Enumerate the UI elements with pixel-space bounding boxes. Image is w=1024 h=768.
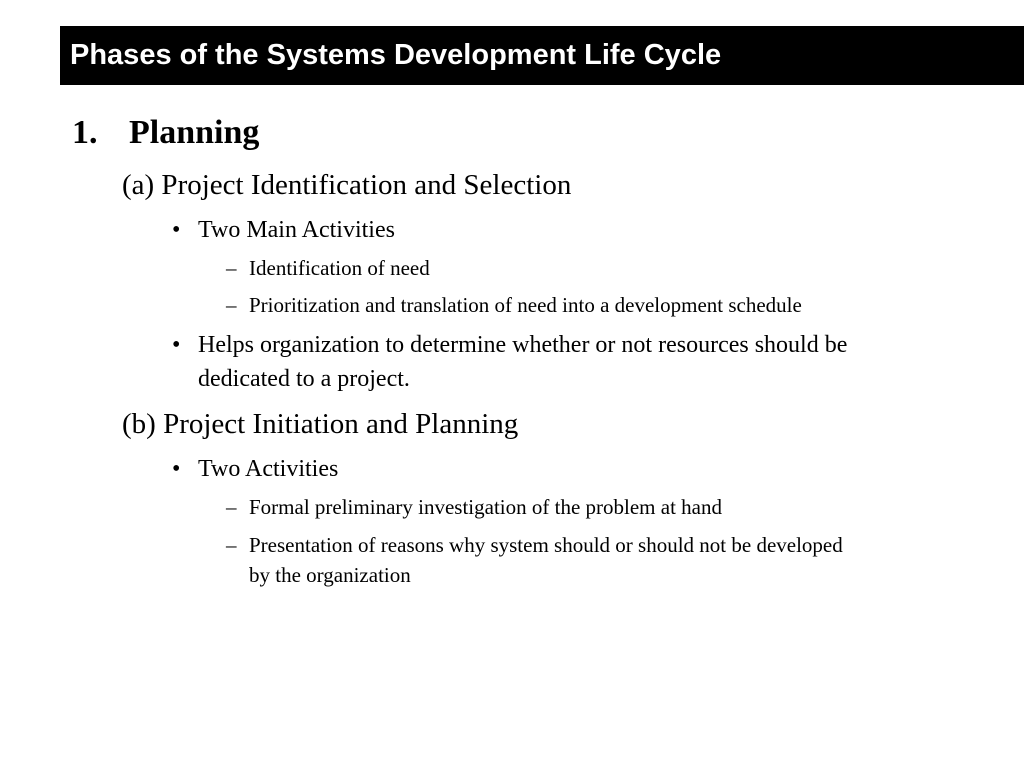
dash-identification-of-need: Identification of need — [249, 256, 430, 280]
section-title: Planning — [129, 114, 260, 151]
bullet-marker: • — [172, 332, 181, 358]
dash-presentation-line2: by the organization — [249, 563, 411, 587]
bullet-helps-organization-line2: dedicated to a project. — [198, 366, 410, 392]
dash-marker: – — [226, 293, 237, 317]
subsection-b-heading: (b) Project Initiation and Planning — [122, 408, 519, 440]
bullet-helps-organization-line1: Helps organization to determine whether or not resources should be — [198, 332, 848, 358]
bullet-two-activities: Two Activities — [198, 456, 339, 482]
dash-formal-investigation: Formal preliminary investigation of the problem at hand — [249, 495, 722, 519]
title-bar — [60, 26, 1024, 85]
bullet-marker: • — [172, 456, 181, 482]
dash-prioritization: Prioritization and translation of need into a development schedule — [249, 293, 802, 317]
dash-presentation-line1: Presentation of reasons why system should or should not be developed — [249, 533, 843, 557]
subsection-a-heading: (a) Project Identification and Selection — [122, 169, 572, 201]
slide-title: Phases of the Systems Development Life Cycle — [70, 39, 722, 71]
dash-marker: – — [226, 495, 237, 519]
bullet-two-main-activities: Two Main Activities — [198, 217, 395, 243]
dash-marker: – — [226, 533, 237, 557]
dash-marker: – — [226, 256, 237, 280]
section-number: 1. — [72, 114, 98, 151]
bullet-marker: • — [172, 217, 181, 243]
